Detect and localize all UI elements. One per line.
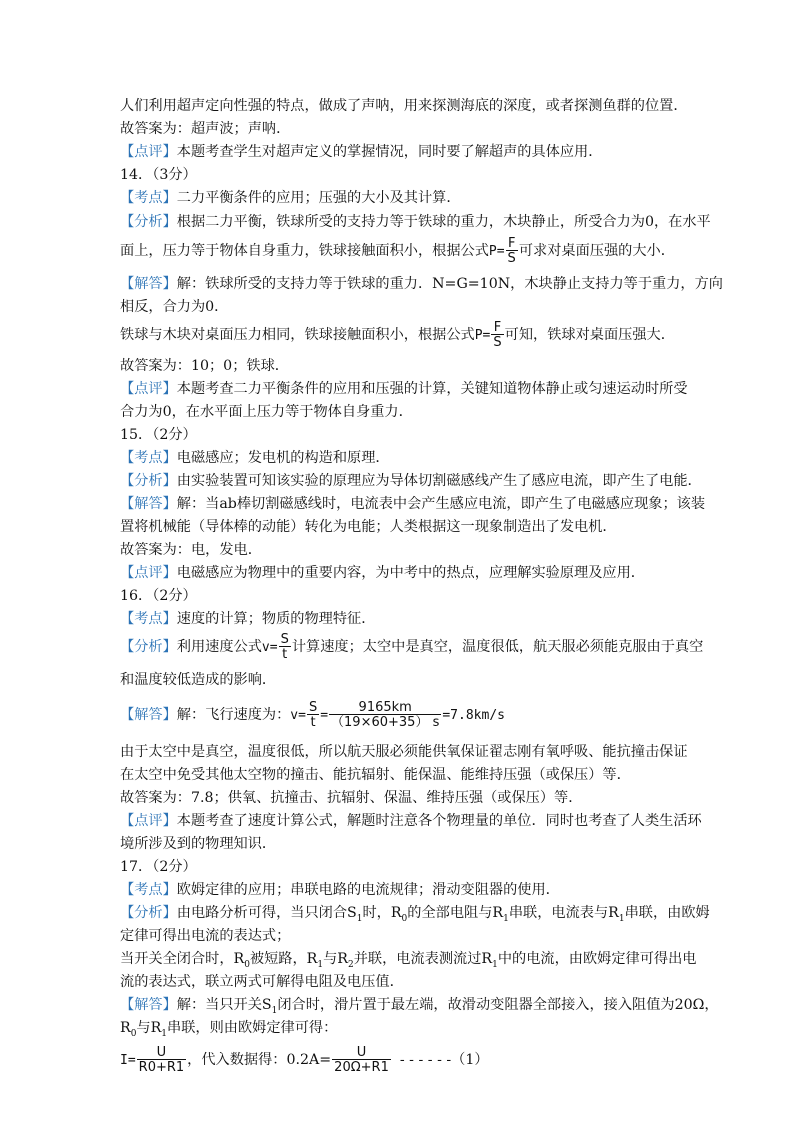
comment-line [120, 811, 702, 831]
answer-line: 故答案为：7.8；供氧、抗撞击、抗辐射、保温、维持压强（或保压）等． [120, 790, 583, 806]
text-line: 人们利用超声定向性强的特点，做成了声呐，用来探测海底的深度，或者探测鱼群的位置． [120, 98, 688, 114]
denominator: t [307, 714, 319, 729]
denominator: 20Ω+R1 [334, 1060, 389, 1075]
subscript: 1 [356, 913, 363, 924]
comment-text: 电磁感应为物理中的重要内容，为中考中的热点，应理解实验原理及应用． [176, 565, 645, 581]
speed-result: =7.8km/s [442, 708, 505, 723]
text-line: 在太空中免受其他太空物的撞击、能抗辐射、能保温、能维持压强（或保压）等． [120, 767, 631, 783]
fenxi-tag: 【分析】 [120, 473, 177, 489]
subscript: 1 [271, 1005, 278, 1016]
comment-line [120, 379, 688, 399]
fenxi-line [120, 212, 711, 232]
speed-fraction [329, 701, 441, 729]
subscript: 0 [401, 913, 408, 924]
fenxi-text: 由实验装置可知该实验的原理应为导体切割磁感线产生了感应电流，即产生了电能． [176, 473, 702, 489]
formula-lhs: P= [488, 244, 505, 259]
text-span: 利用速度公式 [176, 639, 262, 655]
numerator: U [156, 1045, 167, 1060]
text-span: 时，R [362, 905, 402, 921]
kaodian-text: 二力平衡条件的应用；压强的大小及其计算． [176, 190, 461, 206]
kaodian-tag: 【考点】 [120, 611, 177, 627]
text-span: 串联，由欧姆 [624, 905, 710, 921]
text-line: 和温度较低造成的影响． [120, 672, 277, 688]
formula-lhs: P= [474, 328, 491, 343]
denominator: S [493, 335, 502, 350]
kaodian-tag: 【考点】 [120, 882, 177, 898]
kaodian-line [120, 188, 461, 208]
comment-tag: 【点评】 [120, 565, 177, 581]
text-span: 解：当只开关S [176, 997, 272, 1013]
subscript: 2 [347, 959, 354, 970]
comment-text: 本题考查学生对超声定义的掌握情况，同时要了解超声的具体应用． [176, 144, 603, 160]
jieda-tag: 【解答】 [120, 276, 177, 292]
jieda-tag: 【解答】 [120, 496, 177, 512]
text-span: 与R [323, 951, 348, 967]
text-span: 闭合时，滑片置于最左端，故滑动变阻器全部接入，接入阻值为20Ω， [277, 997, 719, 1013]
subscript: 1 [492, 959, 498, 970]
kaodian-tag: 【考点】 [120, 190, 177, 206]
numerator: S [280, 632, 289, 647]
jieda-tag: 【解答】 [120, 707, 177, 723]
denominator: （19×60+35） s [331, 715, 440, 730]
kaodian-text: 欧姆定律的应用；串联电路的电流规律；滑动变阻器的使用． [176, 882, 560, 898]
fenxi-tag: 【分析】 [120, 905, 177, 921]
kaodian-tag: 【考点】 [120, 450, 177, 466]
denominator: t [279, 646, 291, 661]
question-number: 15．（2分） [120, 427, 197, 443]
text-span: 的全部电阻与R [407, 905, 504, 921]
question-number: 14．（3分） [120, 167, 197, 183]
comment-line [120, 142, 602, 162]
answer-line: 故答案为：电，发电． [120, 542, 262, 558]
text-line: 置将机械能（导体棒的动能）转化为电能；人类根据这一现象制造出了发电机． [120, 519, 617, 535]
text-span: 解：飞行速度为： [176, 707, 291, 723]
formula-lhs: v= [261, 640, 278, 655]
jieda-line [120, 274, 723, 294]
text-span: ，代入数据得：0.2A= [187, 1052, 332, 1068]
denominator: R0+R1 [138, 1060, 185, 1075]
text-line [120, 949, 696, 975]
text-span: 与R [136, 1020, 162, 1036]
text-line: 由于太空中是真空，温度很低，所以航天服必须能供氧保证翟志刚有氧呼吸、能抗撞击保证 [120, 744, 688, 760]
text-span: 当开关全闭合时，R [120, 951, 245, 967]
text-line: 流的表达式，联立两式可解得电阻及电压值． [120, 974, 404, 990]
comment-tag: 【点评】 [120, 144, 177, 160]
kaodian-line [120, 448, 390, 468]
text-span: 被短路，R [249, 951, 318, 967]
jieda-text: 解：铁球所受的支持力等于铁球的重力．N=G=10N，木块静止支持力等于重力，方向 [176, 276, 723, 292]
fraction [332, 1046, 391, 1074]
question-number: 16．（2分） [120, 588, 197, 604]
answer-line: 故答案为：10；0；铁球． [120, 358, 289, 374]
text-span: R [120, 1020, 131, 1036]
numerator: F [493, 320, 502, 335]
jieda-tag: 【解答】 [120, 997, 177, 1013]
fenxi-tag: 【分析】 [120, 214, 177, 230]
fenxi-text: 根据二力平衡，铁球所受的支持力等于铁球的重力，木块静止，所受合力为0，在水平 [176, 214, 711, 230]
text-line [120, 1018, 337, 1044]
text-span: 可知，铁球对桌面压强大． [504, 327, 675, 343]
equation-line [120, 1044, 489, 1077]
comment-text: 本题考查二力平衡条件的应用和压强的计算，关键知道物体静止或匀速运动时所受 [176, 381, 688, 397]
formula-lhs: v= [290, 708, 306, 723]
jieda-line [120, 494, 705, 514]
text-span: 铁球与木块对桌面压力相同，铁球接触面积小，根据公式 [120, 327, 475, 343]
fenxi-line [120, 471, 702, 491]
answer-line: 故答案为：超声波；声呐． [120, 121, 291, 137]
subscript: 1 [618, 913, 625, 924]
equals-sign: = [320, 708, 329, 723]
fraction [307, 701, 319, 729]
subscript: 1 [317, 959, 324, 970]
subscript: 0 [130, 1028, 137, 1039]
equation-number: - - - - - -（1） [399, 1052, 489, 1068]
numerator: S [308, 700, 318, 715]
text-span: 中的电流，由欧姆定律可得出电 [497, 951, 697, 967]
text-line: 定律可得出电流的表达式； [120, 928, 291, 944]
fenxi-line [120, 632, 703, 663]
text-span: 计算速度；太空中是真空，温度很低，航天服必须能克服由于真空 [291, 639, 704, 655]
text-line: 合力为0，在水平面上压力等于物体自身重力． [120, 404, 413, 420]
subscript: 1 [161, 1028, 168, 1039]
text-line: 相反，合力为0． [120, 299, 229, 315]
text-span: 串联，则由欧姆定律可得： [167, 1020, 338, 1036]
numerator: U [356, 1045, 367, 1060]
subscript: 1 [503, 913, 509, 924]
formula-lhs: I= [120, 1053, 136, 1068]
kaodian-line [120, 609, 375, 629]
jieda-text: 解：当ab棒切割磁感线时，电流表中会产生感应电流，即产生了电磁感应现象；该装 [176, 496, 706, 512]
text-line: 境所涉及到的物理知识． [120, 836, 277, 852]
kaodian-line [120, 880, 560, 900]
text-span: 面上，压力等于物体自身重力，铁球接触面积小，根据公式 [120, 243, 489, 259]
fraction [491, 321, 503, 349]
text-line [120, 236, 675, 267]
fenxi-tag: 【分析】 [120, 639, 177, 655]
fraction [137, 1046, 187, 1074]
subscript: 0 [244, 959, 250, 970]
kaodian-text: 速度的计算；物质的物理特征． [176, 611, 376, 627]
fraction [506, 237, 518, 265]
jieda-line [120, 995, 719, 1021]
comment-text: 本题考查了速度计算公式，解题时注意各个物理量的单位．同时也考查了人类生活环 [176, 813, 702, 829]
fraction [279, 633, 291, 661]
fenxi-line [120, 903, 710, 929]
text-line [120, 320, 675, 351]
numerator: F [507, 236, 516, 251]
comment-tag: 【点评】 [120, 813, 177, 829]
text-span: 并联，电流表测流过R [353, 951, 493, 967]
text-span: 可求对桌面压强的大小． [518, 243, 675, 259]
numerator: 9165km [358, 700, 412, 715]
comment-line [120, 563, 645, 583]
kaodian-text: 电磁感应；发电机的构造和原理． [176, 450, 390, 466]
comment-tag: 【点评】 [120, 381, 177, 397]
denominator: S [507, 251, 516, 266]
question-number: 17．（2分） [120, 859, 197, 875]
text-span: 串联，电流表与R [508, 905, 619, 921]
jieda-line [120, 700, 505, 731]
text-span: 由电路分析可得，当只闭合S [176, 905, 357, 921]
